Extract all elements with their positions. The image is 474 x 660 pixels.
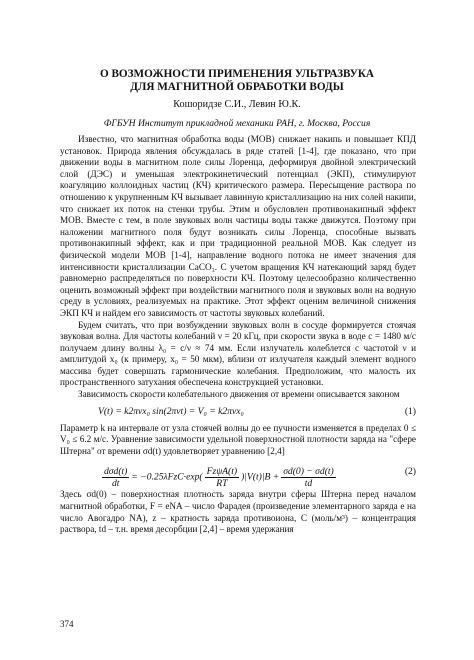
equation-2-formula: $\frac{\text{dσd(t)}}{dt}$ = −0.25λFzC·exp( $\frac{\text{FzψA(t)}}{RT}$ )|V(t)|B + $\frac{\sigma d(0) - \sigma d(t)}{td}$ — [104, 466, 334, 490]
paper-title — [60, 68, 414, 94]
equation-2 — [60, 457, 416, 489]
equation-2-number: (2) — [404, 466, 416, 478]
paragraph-parameter-k: Параметр k на интервале от узла стоячей волны до ее пучности изменяется в пределах 0 ≤ V₀ ≤ 6.2 м/с. Уравнение зависимости удельной поверхностной плотности заряда на "сфере Штерна" от времени σd(t) удовлетворяет уравнению [2,4] — [60, 422, 416, 456]
equation-2-exp-fraction: $\frac{\text{FzψA(t)}}{RT}$ — [206, 466, 238, 490]
equation-2-lhs-fraction: $\frac{\text{dσd(t)}}{dt}$ — [104, 466, 128, 490]
equation-1-formula: V(t) = k2πνx₀ sin(2πνt) = V₀ = k2πνx₀ — [98, 405, 244, 417]
paragraph-velocity-law: Зависимость скорости колебательного движения от времени описывается законом — [78, 389, 400, 400]
title-line-2: ДЛЯ МАГНИТНОЙ ОБРАБОТКИ ВОДЫ — [130, 81, 344, 93]
paragraph-definitions: Здесь σd(0) – поверхностная плотность заряда внутри сферы Штерна перед началом магнитной обработки, F = eNA – число Фарадея (произведение элементарного заряда e на число Авогадро NA), z – кратность заряда противоиона, C (моль/м³) – концентрация раствора, td – т.н. время десорбции [2,4] – время удержания — [60, 489, 416, 535]
paragraph-intro: Известно, что магнитная обработка воды (МОВ) снижает накипь и повышает КПД установок. Природа явления обсуждалась в ряде статей [1-4], где показано, что при движении воды в магнитном поле силы Лоренца, деформируя двойной электрический слой (ДЭС) и уменьшая электрокинетический потенциал (ЭКП), стимулируют коагуляцию коллоидных частиц (КЧ) критического размера. Пересыщение раствора по отношению к укрупненным КЧ вызывает лавинную кристаллизацию на них солей накипи, что снижает их поток на стенки трубы. Этим и обусловлен противонакипный эффект МОВ. Вместе с тем, в поле звуковых волн частицы воды также движутся. Поэтому при наложении магнитного поля будут возникать силы Лоренца, способные вызвать противонакипный эффект, как и при традиционной реальной МОВ. Как следует из физической модели МОВ [1-4], направление водного потока не имеет значения для интенсивности кристаллизации CaCO₃. С учетом вращения КЧ натекающий заряд будет равномерно распределяться по поверхности КЧ. Поэтому целесообразно количественно оценить возможный эффект при воздействии магнитного поля и звуковых волн на водную среду в условиях, реализуемых на практике. Этот эффект оценим величиной снижения ЭКП КЧ и найдем его зависимость от частоты звуковых колебаний. — [60, 134, 416, 318]
title-line-1: О ВОЗМОЖНОСТИ ПРИМЕНЕНИЯ УЛЬТРАЗВУКА — [99, 68, 375, 80]
paragraph-standing-wave: Будем считать, что при возбуждении звуковых волн в сосуде формируется стоячая звуковая волна. Для частоты колебаний ν = 20 кГц, при скорости звука в воде c = 1480 м/с получаем длину волны λ₀ = c/ν ≈ 74 мм. Если излучатель колеблется с частотой ν и амплитудой x₀ (к примеру, x₀ = 50 мкм), вблизи от излучателя каждый элемент водного массива будет совершать гармонические колебания. Предположим, что малость их пространственного затухания обеспечена конструкцией установки. — [60, 319, 416, 388]
equation-2-desorption-fraction: $\frac{\sigma d(0) - \sigma d(t)}{td}$ — [283, 466, 334, 490]
equation-1-number: (1) — [404, 405, 416, 417]
authors: Кошоридзе С.И., Левин Ю.К. — [173, 99, 301, 110]
equation-1 — [60, 401, 416, 423]
page-number: 374 — [60, 619, 74, 629]
body-text — [60, 134, 416, 536]
affiliation: ФГБУН Институт прикладной механики РАН, г. Москва, Россия — [103, 118, 371, 129]
